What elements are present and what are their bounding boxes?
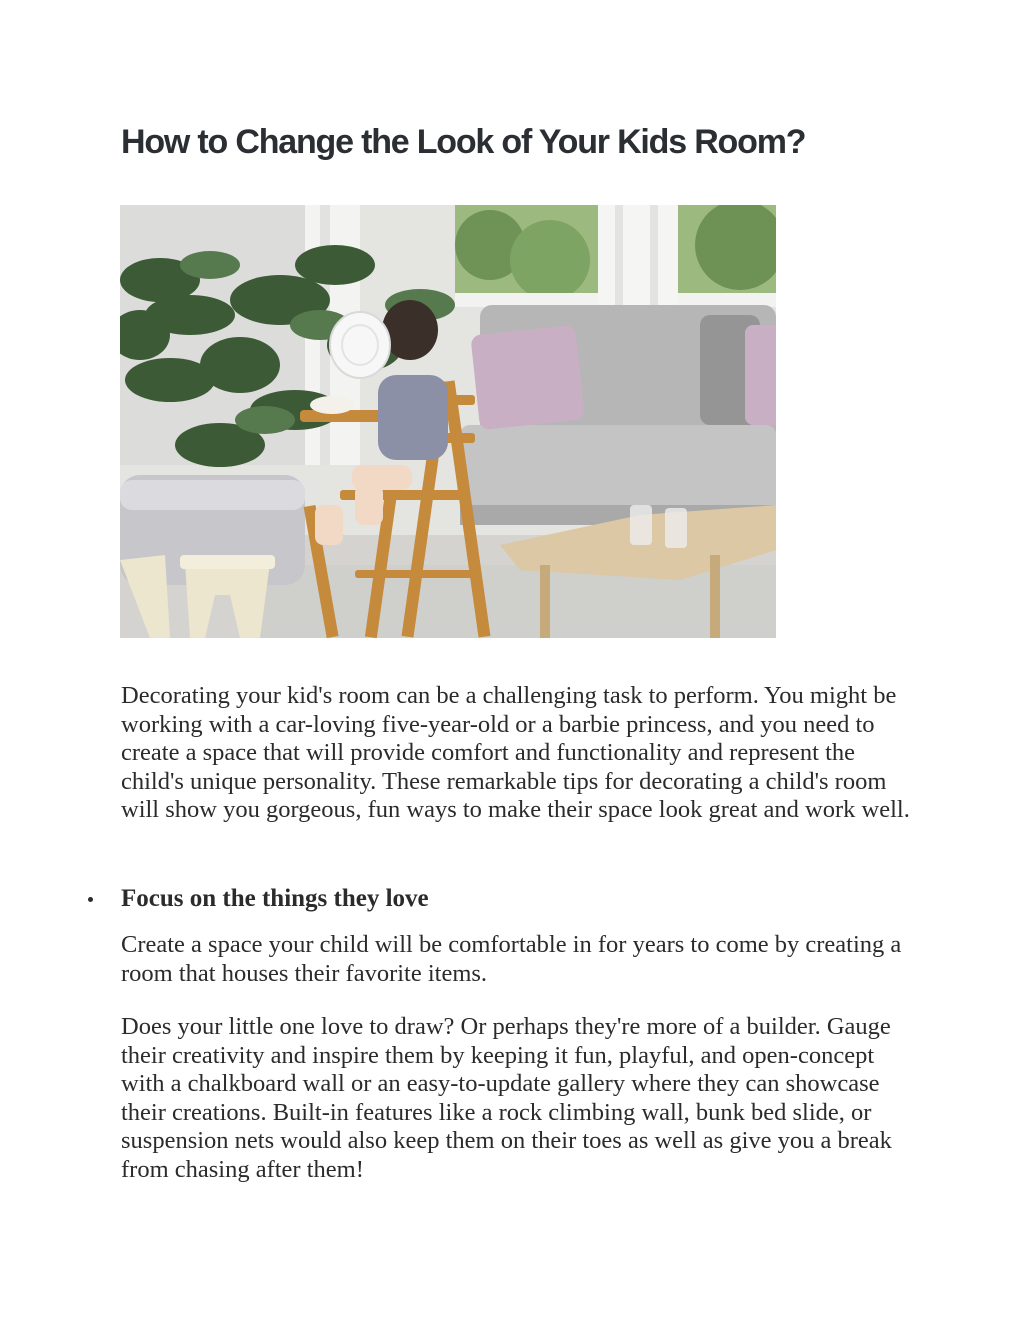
- hero-image: [120, 205, 776, 638]
- section-paragraph: Does your little one love to draw? Or perhaps they're more of a builder. Gauge their creativity and inspire them by keeping it fun, playful, and open-concept with a chalkboard wall or an easy-to-update gallery where they can showcase their creations. Built-in features like a rock climbing wall, bunk bed slide, or suspension nets would also keep them on their toes as well as give you a break from chasing after them!: [121, 1013, 892, 1183]
- section-paragraph: Create a space your child will be comfortable in for years to come by creating a room that houses their favorite items.: [121, 931, 902, 987]
- bullet-icon: [88, 897, 93, 902]
- page-title: How to Change the Look of Your Kids Room?: [121, 123, 806, 161]
- section-heading: Focus on the things they love: [121, 885, 429, 912]
- intro-paragraph: Decorating your kid's room can be a challenging task to perform. You might be working with a car-loving five-year-old or a barbie princess, and you need to create a space that will provide comfort and functionality and represent the child's unique personality. These remarkable tips for decorating a child's room will show you gorgeous, fun ways to make their space look great and work well.: [121, 682, 910, 824]
